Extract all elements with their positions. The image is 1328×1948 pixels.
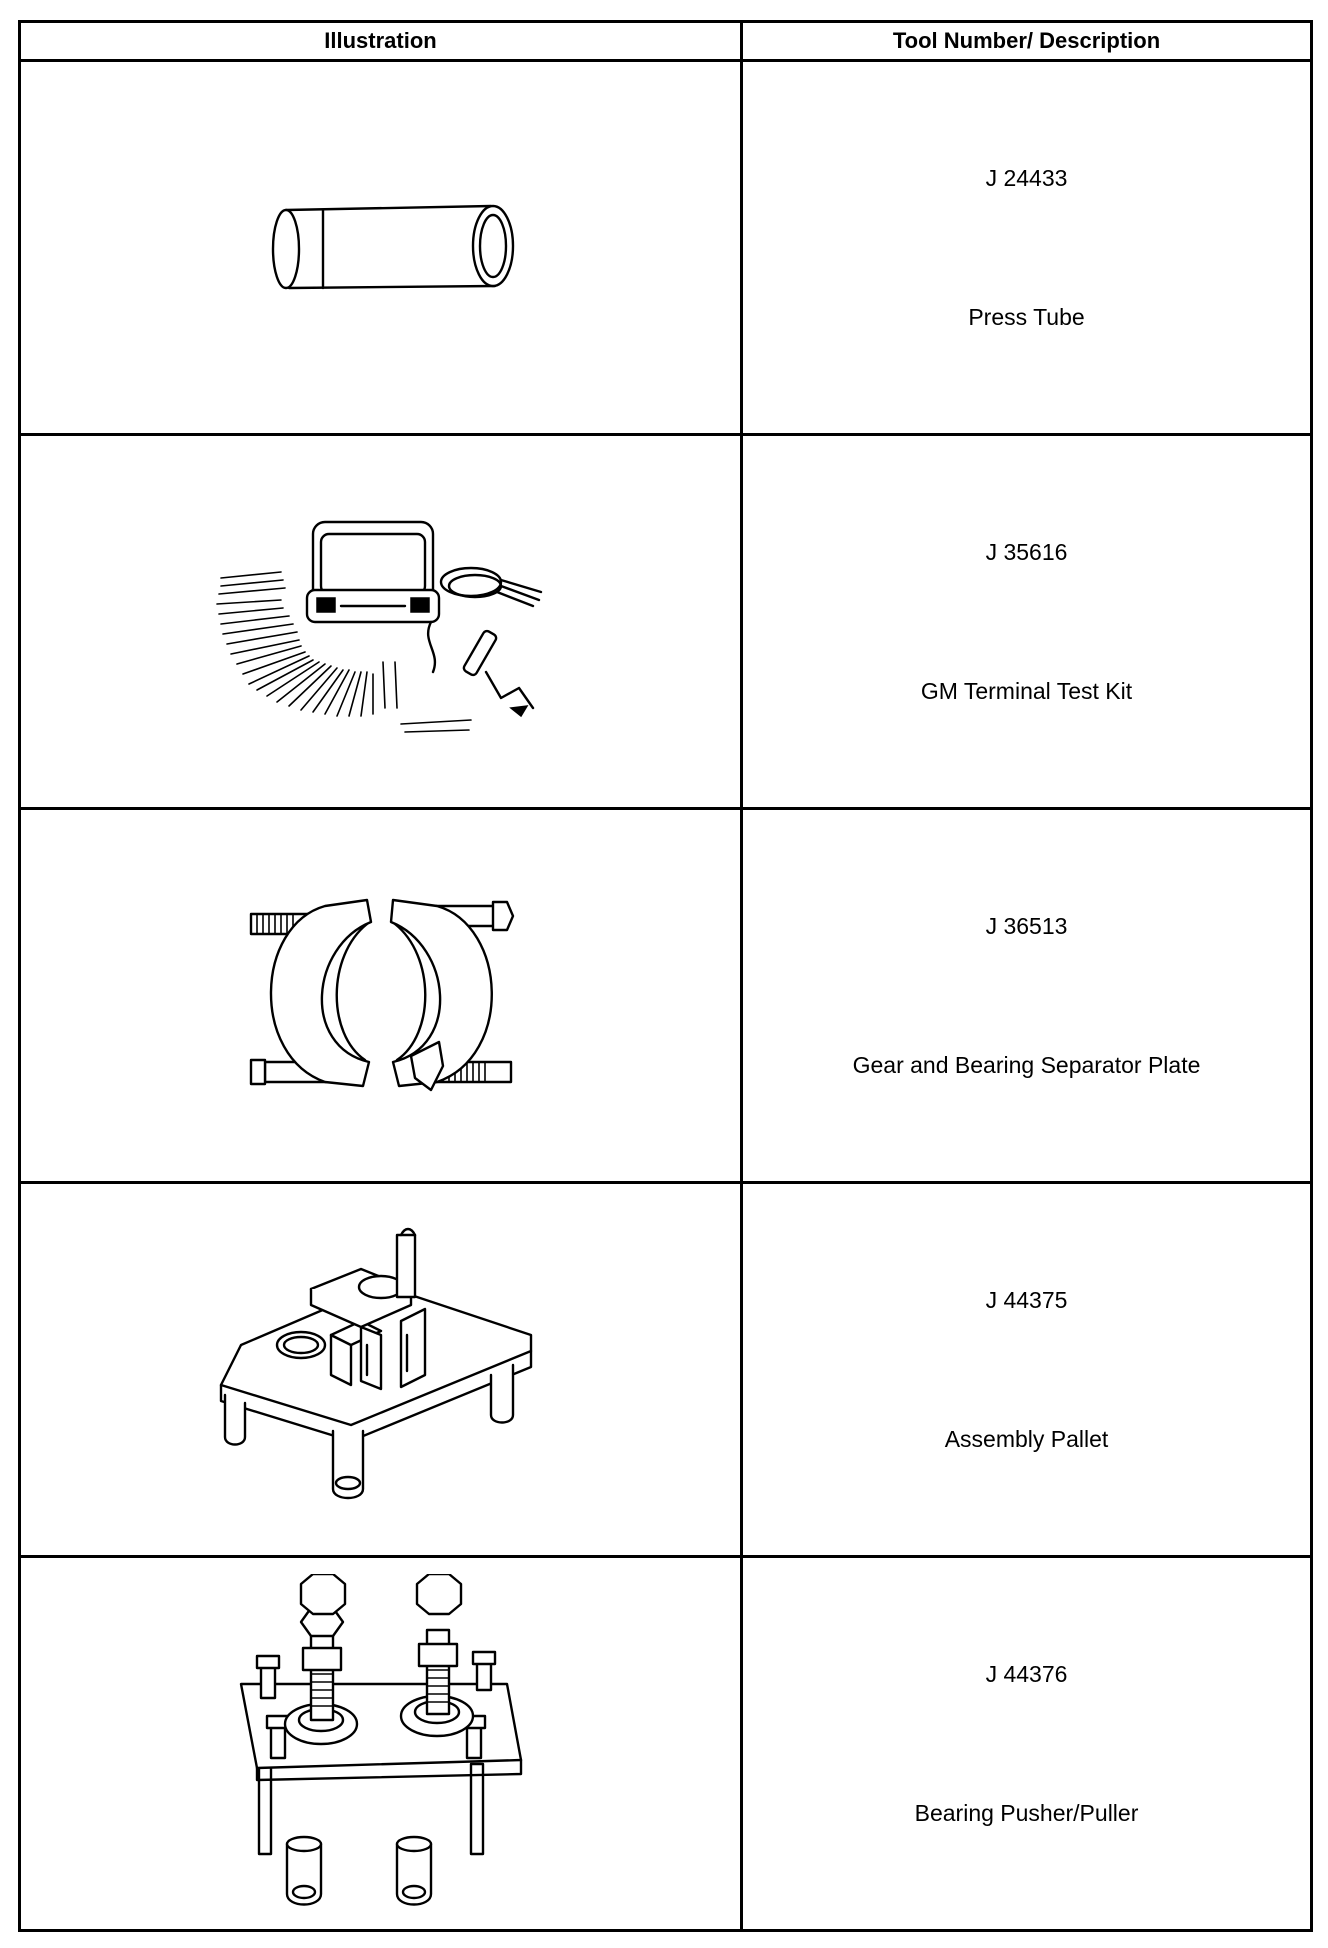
- illustration-cell: [20, 1557, 742, 1931]
- tool-description: Press Tube: [968, 303, 1085, 330]
- header-tool-description: Tool Number/ Description: [742, 22, 1312, 61]
- tool-number: J 36513: [985, 912, 1068, 939]
- tool-description: Bearing Pusher/Puller: [914, 1799, 1139, 1826]
- tool-description-cell: [742, 435, 1312, 809]
- tool-description-cell: [742, 61, 1312, 435]
- table-row: [20, 61, 1312, 435]
- table-row: [20, 435, 1312, 809]
- terminal-test-kit-icon: [201, 502, 561, 742]
- separator-plate-icon: [231, 866, 531, 1126]
- table-header-row: [20, 22, 1312, 61]
- tool-description: GM Terminal Test Kit: [920, 677, 1133, 704]
- tool-number: J 35616: [985, 538, 1068, 565]
- tool-table: [18, 20, 1313, 1932]
- table-row: [20, 1557, 1312, 1931]
- tool-number: J 44375: [985, 1286, 1068, 1313]
- illustration-cell: [20, 809, 742, 1183]
- tool-description-cell: [742, 809, 1312, 1183]
- illustration-cell: [20, 435, 742, 809]
- tool-number: J 24433: [985, 164, 1068, 191]
- tool-description: Assembly Pallet: [944, 1425, 1109, 1452]
- assembly-pallet-icon: [201, 1225, 561, 1515]
- tool-description-cell: [742, 1557, 1312, 1931]
- bearing-pusher-puller-icon: [221, 1574, 541, 1914]
- table-row: [20, 1183, 1312, 1557]
- illustration-cell: [20, 1183, 742, 1557]
- header-illustration: Illustration: [20, 22, 742, 61]
- tool-description-cell: [742, 1183, 1312, 1557]
- illustration-cell: [20, 61, 742, 435]
- tool-description: Gear and Bearing Separator Plate: [852, 1051, 1201, 1078]
- table-row: [20, 809, 1312, 1183]
- tool-number: J 44376: [985, 1660, 1068, 1687]
- press-tube-icon: [231, 188, 531, 308]
